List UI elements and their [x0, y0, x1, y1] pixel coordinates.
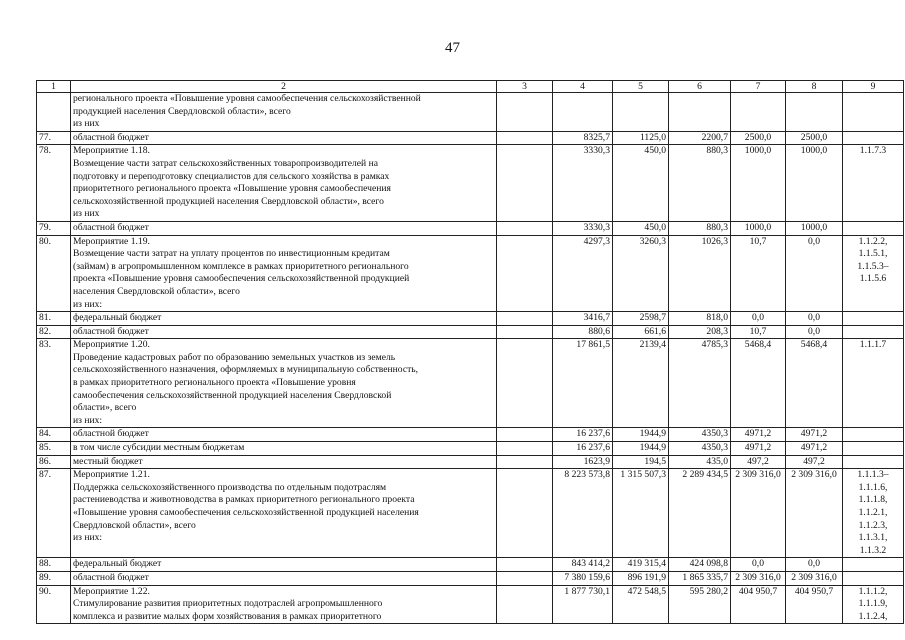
description-line: сельскохозяйственной продукцией населения Свердловской области», всего [73, 195, 384, 207]
cell-year3: 2500,0 [731, 131, 786, 145]
cell-year2: 424 098,8 [669, 558, 731, 572]
cell-year4: 2 309 316,0 [786, 571, 843, 585]
table-row [37, 221, 904, 235]
target-codes [843, 93, 904, 132]
description-line: из них: [73, 414, 103, 426]
target-code: 1.1.5.1, [858, 248, 888, 260]
description-line: «Повышение уровня самообеспечения сельскохозяйственной продукцией населения [73, 507, 419, 518]
cell-year2: 2200,7 [669, 131, 731, 145]
cell-year2: 818,0 [669, 312, 731, 326]
description-line: областной бюджет [73, 131, 149, 143]
row-number: 85. [37, 442, 71, 456]
row-number: 89. [37, 571, 71, 585]
cell-year3 [731, 93, 786, 132]
cell-year1: 1125,0 [613, 131, 669, 145]
cell-col3 [497, 455, 553, 469]
row-description [71, 455, 497, 469]
row-description [71, 131, 497, 145]
description-line: Мероприятие 1.19. [73, 235, 150, 247]
row-description [71, 312, 497, 326]
target-code: 1.1.2.2, [858, 235, 888, 247]
table-row [37, 455, 904, 469]
cell-year4: 0,0 [786, 235, 843, 312]
table-row [37, 131, 904, 145]
cell-year2: 880,3 [669, 145, 731, 222]
description-line: из них [73, 208, 100, 220]
description-line: Мероприятие 1.21. [73, 469, 150, 481]
target-code: 1.1.7.3 [859, 145, 887, 157]
target-codes [843, 558, 904, 572]
cell-total: 16 237,6 [553, 428, 613, 442]
column-header: 1 [37, 81, 71, 93]
cell-year1: 1944,9 [613, 442, 669, 456]
cell-year3: 4971,2 [731, 428, 786, 442]
target-codes [843, 442, 904, 456]
cell-total: 3330,3 [553, 221, 613, 235]
cell-col3 [497, 428, 553, 442]
cell-year2: 595 280,2 [669, 585, 731, 624]
cell-col3 [497, 469, 553, 558]
description-line: Мероприятие 1.20. [73, 339, 150, 351]
description-line: федеральный бюджет [73, 558, 162, 570]
target-code: 1.1.1.6, [858, 481, 888, 493]
cell-year1: 2139,4 [613, 339, 669, 428]
row-description [71, 325, 497, 339]
cell-year4: 404 950,7 [786, 585, 843, 624]
budget-table [36, 80, 904, 624]
target-code: 1.1.5.3– [857, 260, 889, 272]
cell-col3 [497, 442, 553, 456]
cell-total: 843 414,2 [553, 558, 613, 572]
cell-year3: 10,7 [731, 325, 786, 339]
cell-col3 [497, 312, 553, 326]
cell-total: 8325,7 [553, 131, 613, 145]
cell-year3: 0,0 [731, 312, 786, 326]
cell-year2: 4350,3 [669, 428, 731, 442]
description-line: приоритетного регионального проекта «Повышение уровня самообеспечения [73, 183, 391, 195]
cell-year2: 1 865 335,7 [669, 571, 731, 585]
cell-year4: 0,0 [786, 558, 843, 572]
target-codes [843, 571, 904, 585]
cell-year2 [669, 93, 731, 132]
description-line: федеральный бюджет [73, 312, 162, 324]
column-number-row [37, 81, 904, 93]
cell-col3 [497, 585, 553, 624]
cell-year4: 2500,0 [786, 131, 843, 145]
description-line: Мероприятие 1.18. [73, 145, 150, 157]
table-row [37, 585, 904, 624]
row-number: 81. [37, 312, 71, 326]
cell-year1: 2598,7 [613, 312, 669, 326]
cell-year2: 1026,3 [669, 235, 731, 312]
target-code: 1.1.1.2, [858, 585, 888, 597]
description-line: продукцией населения Свердловской области», всего [73, 105, 291, 117]
description-line: из них [73, 118, 100, 130]
description-line: области», всего [73, 402, 137, 414]
row-number: 84. [37, 428, 71, 442]
cell-col3 [497, 235, 553, 312]
cell-col3 [497, 93, 553, 132]
cell-col3 [497, 339, 553, 428]
cell-year4: 4971,2 [786, 442, 843, 456]
column-header: 3 [497, 81, 553, 93]
description-line: самообеспечения сельскохозяйственной продукцией населения Свердловской [73, 389, 392, 401]
cell-year4: 0,0 [786, 312, 843, 326]
row-number: 87. [37, 469, 71, 558]
column-header: 5 [613, 81, 669, 93]
row-description [71, 221, 497, 235]
cell-year3: 10,7 [731, 235, 786, 312]
description-line: из них: [73, 298, 103, 310]
cell-year1: 194,5 [613, 455, 669, 469]
target-codes [843, 325, 904, 339]
table-row [37, 442, 904, 456]
description-line: населения Свердловской области», всего [73, 285, 240, 297]
cell-year2: 880,3 [669, 221, 731, 235]
description-line: (займам) в агропромышленном комплексе в рамках приоритетного регионального [73, 260, 409, 272]
row-number: 79. [37, 221, 71, 235]
description-line: Возмещение части затрат сельскохозяйственных товаропроизводителей на [73, 157, 378, 169]
cell-col3 [497, 221, 553, 235]
target-codes [843, 339, 904, 428]
cell-year2: 4785,3 [669, 339, 731, 428]
target-codes [843, 428, 904, 442]
table-row [37, 428, 904, 442]
cell-year1: 661,6 [613, 325, 669, 339]
cell-year1: 1 315 507,3 [613, 469, 669, 558]
description-line: областной бюджет [73, 428, 149, 440]
column-header: 4 [553, 81, 613, 93]
target-code: 1.1.1.9, [858, 598, 888, 610]
cell-col3 [497, 325, 553, 339]
cell-year3: 0,0 [731, 558, 786, 572]
target-codes [843, 455, 904, 469]
table-row [37, 235, 904, 312]
target-code: 1.1.2.4, [858, 610, 888, 622]
description-line: регионального проекта «Повышение уровня самообеспечения сельскохозяйственной [73, 93, 421, 104]
cell-year4: 2 309 316,0 [786, 469, 843, 558]
target-code: 1.1.2.1, [858, 507, 888, 518]
cell-total: 8 223 573,8 [553, 469, 613, 558]
target-codes [843, 131, 904, 145]
row-description [71, 428, 497, 442]
cell-total: 16 237,6 [553, 442, 613, 456]
target-code: 1.1.1.3– [857, 469, 889, 481]
table-row [37, 312, 904, 326]
cell-year1: 1944,9 [613, 428, 669, 442]
cell-year2: 2 289 434,5 [669, 469, 731, 558]
row-number: 86. [37, 455, 71, 469]
cell-total: 17 861,5 [553, 339, 613, 428]
cell-total [553, 93, 613, 132]
description-line: Поддержка сельскохозяйственного производства по отдельным подотраслям [73, 481, 387, 493]
description-line: Проведение кадастровых работ по образованию земельных участков из земель [73, 351, 396, 363]
cell-year3: 4971,2 [731, 442, 786, 456]
cell-total: 1 877 730,1 [553, 585, 613, 624]
cell-year1: 472 548,5 [613, 585, 669, 624]
cell-year4: 497,2 [786, 455, 843, 469]
row-description [71, 145, 497, 222]
cell-year1: 450,0 [613, 145, 669, 222]
cell-col3 [497, 131, 553, 145]
target-codes [843, 469, 904, 558]
description-line: из них: [73, 532, 103, 544]
cell-year2: 4350,3 [669, 442, 731, 456]
cell-year4: 1000,0 [786, 145, 843, 222]
cell-year1: 3260,3 [613, 235, 669, 312]
description-line: Возмещение части затрат на уплату процентов по инвестиционным кредитам [73, 248, 390, 260]
description-line: комплекса и развитие малых форм хозяйствования в рамках приоритетного [73, 610, 382, 622]
cell-year3: 5468,4 [731, 339, 786, 428]
page-number: 47 [445, 40, 460, 56]
target-code: 1.1.3.1, [858, 532, 888, 544]
column-header: 6 [669, 81, 731, 93]
target-codes [843, 145, 904, 222]
table-row [37, 469, 904, 558]
cell-year2: 435,0 [669, 455, 731, 469]
description-line: в том числе субсидии местным бюджетам [73, 442, 245, 454]
description-line: областной бюджет [73, 221, 149, 233]
row-description [71, 339, 497, 428]
cell-year3: 497,2 [731, 455, 786, 469]
description-line: проекта «Повышение уровня самообеспечения сельскохозяйственной продукцией [73, 273, 410, 285]
cell-year3: 404 950,7 [731, 585, 786, 624]
target-codes [843, 585, 904, 624]
cell-year1 [613, 93, 669, 132]
description-line: Стимулирование развития приоритетных подотраслей агропромышленного [73, 598, 383, 610]
cell-year3: 2 309 316,0 [731, 571, 786, 585]
description-line: областной бюджет [73, 325, 149, 337]
table-row [37, 571, 904, 585]
row-description [71, 469, 497, 558]
row-number: 82. [37, 325, 71, 339]
description-line: подготовку и переподготовку специалистов для сельского хозяйства в рамках [73, 170, 390, 182]
cell-col3 [497, 558, 553, 572]
row-description [71, 571, 497, 585]
column-header: 8 [786, 81, 843, 93]
row-number: 88. [37, 558, 71, 572]
cell-total: 3330,3 [553, 145, 613, 222]
cell-year1: 450,0 [613, 221, 669, 235]
row-number [37, 93, 71, 132]
cell-year2: 208,3 [669, 325, 731, 339]
target-code: 1.1.5.6 [859, 273, 887, 285]
column-header: 9 [843, 81, 904, 93]
cell-total: 1623,9 [553, 455, 613, 469]
cell-year1: 419 315,4 [613, 558, 669, 572]
cell-year3: 1000,0 [731, 221, 786, 235]
description-line: местный бюджет [73, 455, 143, 467]
table-row [37, 339, 904, 428]
row-description [71, 585, 497, 624]
table-row [37, 93, 904, 132]
row-description [71, 93, 497, 132]
table-row [37, 558, 904, 572]
target-code: 1.1.1.8, [858, 494, 888, 506]
cell-year1: 896 191,9 [613, 571, 669, 585]
column-header: 2 [71, 81, 497, 93]
table-row [37, 325, 904, 339]
cell-year4: 1000,0 [786, 221, 843, 235]
description-line: растениеводства и животноводства в рамках приоритетного регионального проекта [73, 494, 415, 506]
cell-year3: 1000,0 [731, 145, 786, 222]
target-code: 1.1.2.3, [858, 519, 888, 531]
target-codes [843, 312, 904, 326]
cell-year3: 2 309 316,0 [731, 469, 786, 558]
cell-col3 [497, 571, 553, 585]
cell-total: 4297,3 [553, 235, 613, 312]
row-description [71, 442, 497, 456]
cell-total: 3416,7 [553, 312, 613, 326]
target-codes [843, 221, 904, 235]
cell-year4: 0,0 [786, 325, 843, 339]
description-line: областной бюджет [73, 571, 149, 583]
column-header: 7 [731, 81, 786, 93]
description-line: в рамках приоритетного регионального проекта «Повышение уровня [73, 377, 356, 389]
row-number: 83. [37, 339, 71, 428]
row-description [71, 235, 497, 312]
cell-year4: 4971,2 [786, 428, 843, 442]
row-number: 77. [37, 131, 71, 145]
cell-col3 [497, 145, 553, 222]
description-line: сельскохозяйственного назначения, оформляемых в муниципальную собственность, [73, 364, 419, 376]
description-line: Свердловской области», всего [73, 519, 196, 531]
row-description [71, 558, 497, 572]
cell-year4 [786, 93, 843, 132]
cell-total: 880,6 [553, 325, 613, 339]
cell-total: 7 380 159,6 [553, 571, 613, 585]
description-line: Мероприятие 1.22. [73, 585, 150, 597]
target-code: 1.1.1.7 [859, 339, 887, 351]
row-number: 78. [37, 145, 71, 222]
table-row [37, 145, 904, 222]
cell-year4: 5468,4 [786, 339, 843, 428]
target-codes [843, 235, 904, 312]
row-number: 80. [37, 235, 71, 312]
target-code: 1.1.3.2 [859, 544, 887, 556]
row-number: 90. [37, 585, 71, 624]
